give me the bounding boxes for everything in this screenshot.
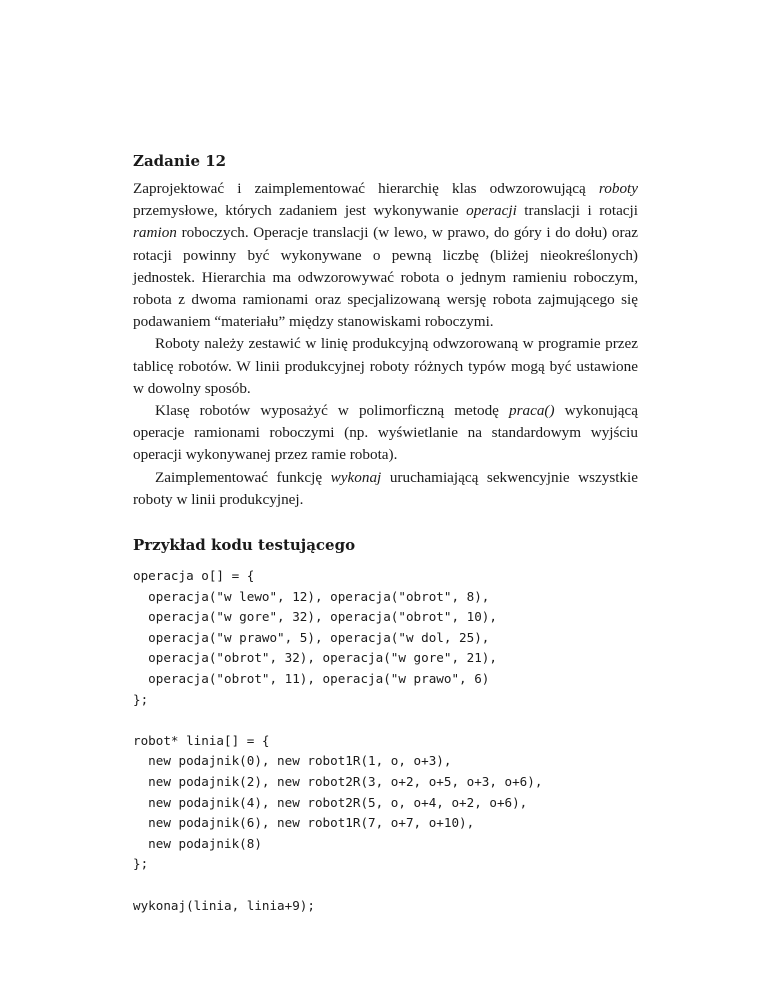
code-line: new podajnik(8) bbox=[148, 835, 262, 851]
document-page bbox=[133, 150, 638, 916]
example-heading: Przykład kodu testującego bbox=[133, 536, 356, 555]
text-segment: translacji i rotacji bbox=[516, 202, 638, 220]
paragraph-3 bbox=[133, 400, 638, 467]
task-heading: Zadanie 12 bbox=[133, 152, 227, 170]
code-block-execute bbox=[133, 896, 638, 917]
code-block-operations bbox=[133, 566, 638, 710]
paragraph-1 bbox=[133, 178, 638, 333]
text-segment: Zaprojektować i zaimplementować hierarchię klas odwzorowującą bbox=[133, 180, 599, 197]
text-segment: Roboty należy zestawić w linię produkcyjną odwzorowaną w programie przez tablicę robotów. W linii produkcyjnej roboty różnych typów mogą być ustawione w dowolny sposób. bbox=[133, 335, 638, 397]
code-listing bbox=[133, 566, 638, 916]
emphasized-term: roboty bbox=[598, 180, 638, 197]
code-line: }; bbox=[133, 691, 149, 707]
emphasized-term: wykonaj bbox=[330, 468, 382, 486]
code-line: new podajnik(2), new robot2R(3, o+2, o+5, o+3, o+6), bbox=[148, 773, 543, 789]
code-spacer bbox=[133, 875, 638, 896]
code-line: robot* linia[] = { bbox=[133, 732, 270, 748]
code-line: operacja("w prawo", 5), operacja("w dol, 25), bbox=[148, 629, 490, 645]
code-line: new podajnik(4), new robot2R(5, o, o+4, o+2, o+6), bbox=[148, 794, 528, 810]
text-segment: uruchamiającą sekwencyjnie wszystkie roboty w linii produkcyjnej. bbox=[133, 468, 639, 508]
code-line: operacja("obrot", 11), operacja("w prawo", 6) bbox=[148, 671, 490, 687]
text-segment: przemysłowe, których zadaniem jest wykonywanie bbox=[133, 202, 467, 220]
paragraph-4 bbox=[133, 467, 638, 511]
emphasized-term: operacji bbox=[466, 202, 517, 220]
emphasized-term: praca() bbox=[508, 402, 555, 420]
text-segment: roboczych. Operacje translacji (w lewo, w prawo, do góry i do dołu) oraz rotacji powinny być wykonywane o pewną liczbę (bliżej nieokreślonych) jednostek. Hierarchia ma odwzorowywać robota o jednym ramieniu roboczym, robota z dwoma ramionami oraz specjalizowaną wersję robota zajmującego się podawaniem “materiału” między stanowiskami roboczymi. bbox=[133, 224, 638, 331]
code-line: new podajnik(6), new robot1R(7, o+7, o+10), bbox=[148, 815, 475, 831]
task-description bbox=[133, 178, 638, 511]
text-segment: Klasę robotów wyposażyć w polimorficzną metodę bbox=[155, 402, 509, 420]
emphasized-term: ramion bbox=[133, 224, 177, 242]
paragraph-2 bbox=[133, 333, 638, 400]
code-line: wykonaj(linia, linia+9); bbox=[133, 897, 315, 913]
code-line: operacja("w lewo", 12), operacja("obrot", 8), bbox=[148, 588, 490, 604]
code-spacer bbox=[133, 710, 638, 731]
code-line: new podajnik(0), new robot1R(1, o, o+3), bbox=[148, 753, 452, 769]
code-line: }; bbox=[133, 856, 149, 872]
text-segment: Zaimplementować funkcję bbox=[155, 468, 331, 486]
code-line: operacja("w gore", 32), operacja("obrot", 10), bbox=[148, 609, 497, 625]
text-segment: wykonującą operacje ramionami roboczymi (np. wyświetlanie na standardowym wyjściu operacji wykonywanej przez ramie robota). bbox=[133, 402, 638, 464]
code-block-robot-line bbox=[133, 731, 638, 875]
code-line: operacja o[] = { bbox=[133, 568, 255, 584]
code-line: operacja("obrot", 32), operacja("w gore", 21), bbox=[148, 650, 497, 666]
